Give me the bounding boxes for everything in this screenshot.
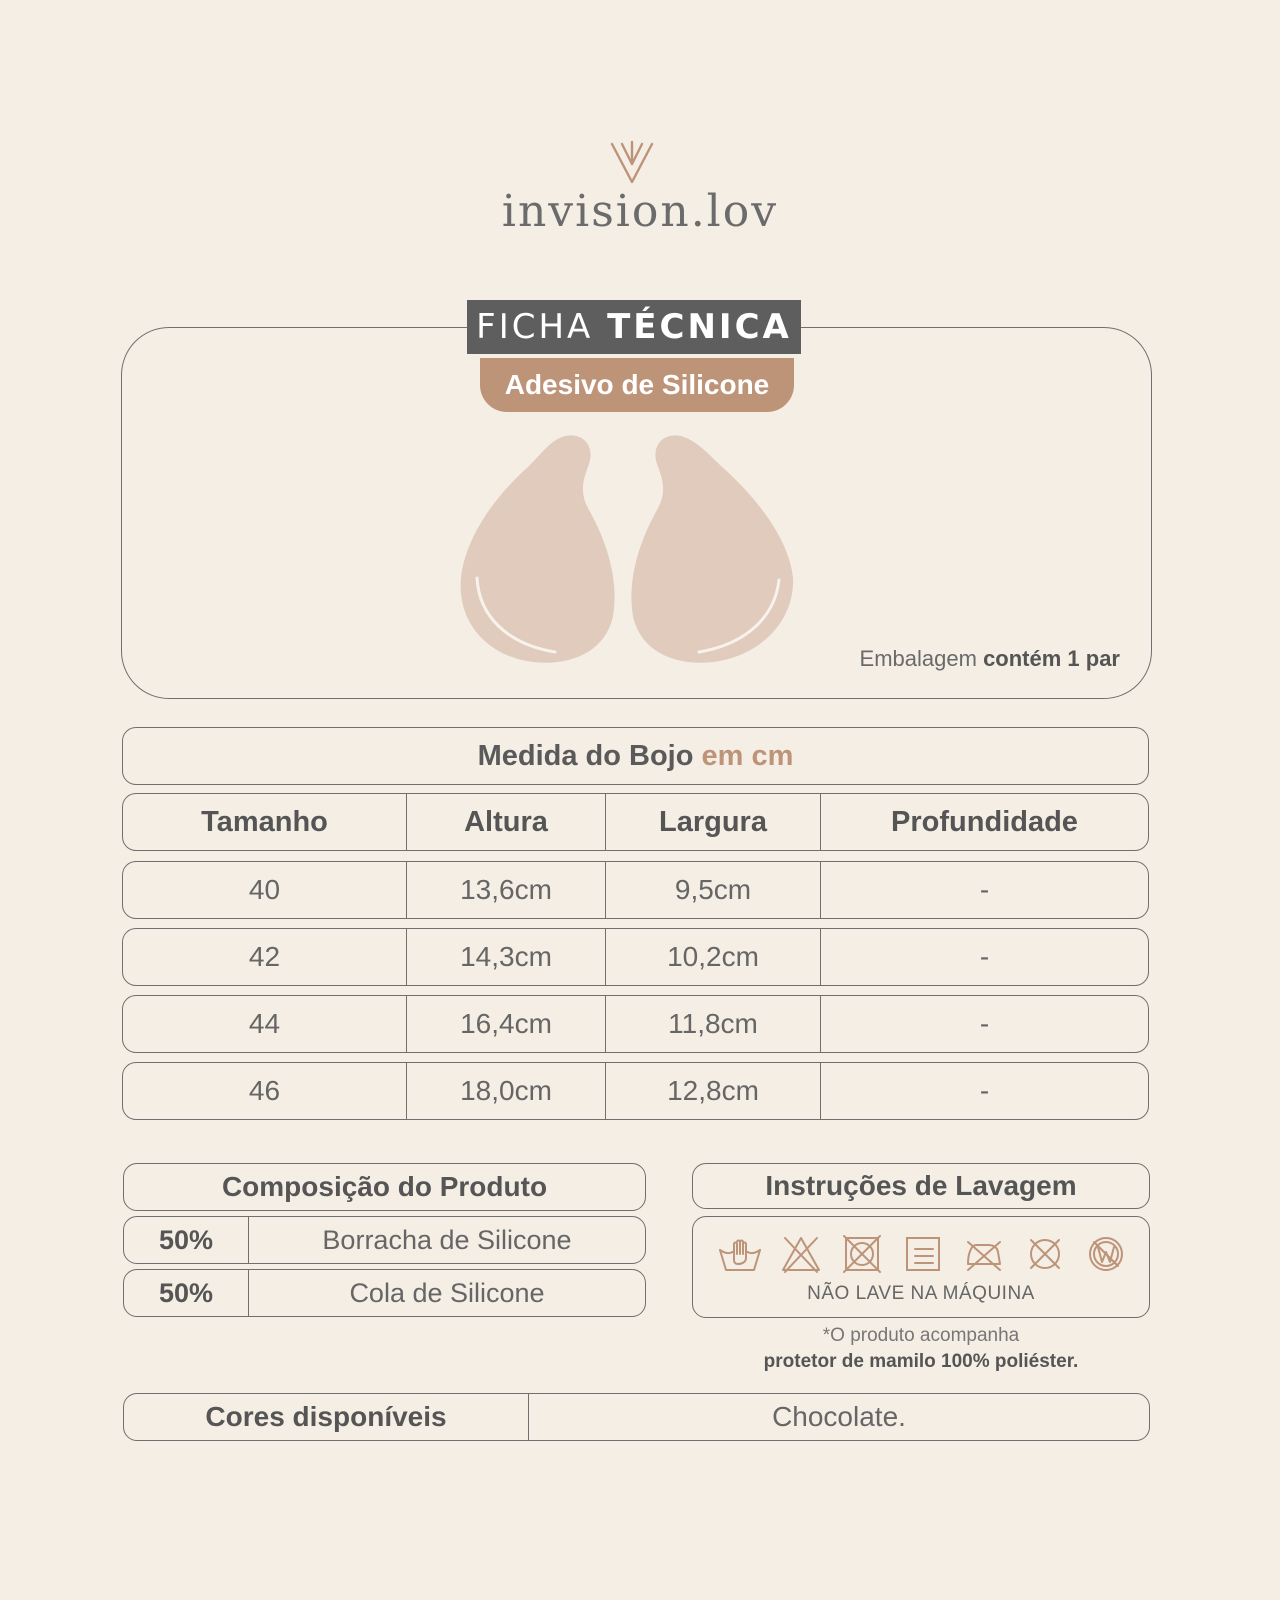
colors-label: Cores disponíveis (124, 1394, 529, 1440)
tecnica-label: TÉCNICA (607, 307, 792, 347)
cell-altura: 14,3cm (407, 929, 606, 985)
silicone-adhesive-illustration (455, 430, 815, 670)
washing-title: Instruções de Lavagem (692, 1163, 1150, 1209)
footnote-line-2: protetor de mamilo 100% poliéster. (763, 1351, 1079, 1372)
size-table-title (122, 727, 1149, 785)
footnote-line-1: *O produto acompanha (822, 1325, 1020, 1346)
cell-tamanho: 46 (123, 1063, 407, 1119)
cell-profundidade: - (979, 1008, 990, 1039)
brand-logo-icon (610, 138, 654, 186)
composition-item (123, 1269, 646, 1317)
composition-material: Borracha de Silicone (322, 1224, 572, 1255)
washing-instruction-text: NÃO LAVE NA MÁQUINA (807, 1283, 1035, 1304)
composition-title: Composição do Produto (123, 1163, 646, 1211)
line-dry-icon (901, 1232, 945, 1276)
size-title-unit: em cm (701, 740, 794, 772)
cell-largura: 12,8cm (606, 1063, 821, 1119)
composition-percent: 50% (124, 1217, 249, 1263)
ficha-label: FICHA (476, 307, 594, 347)
cell-largura: 10,2cm (606, 929, 821, 985)
ficha-tecnica-banner (467, 300, 801, 354)
colors-available-row (123, 1393, 1150, 1441)
table-row (122, 995, 1149, 1053)
size-title-text: Medida do Bojo (477, 740, 694, 772)
composition-item (123, 1216, 646, 1264)
composition-percent: 50% (124, 1270, 249, 1316)
colors-value: Chocolate. (772, 1401, 906, 1432)
cell-altura: 16,4cm (407, 996, 606, 1052)
table-row (122, 928, 1149, 986)
package-prefix: Embalagem (859, 646, 977, 671)
cell-altura: 13,6cm (407, 862, 606, 918)
no-wet-clean-icon (1084, 1232, 1128, 1276)
header-altura: Altura (407, 794, 606, 850)
table-row (122, 861, 1149, 919)
washing-icons (718, 1232, 1128, 1276)
cell-tamanho: 40 (123, 862, 407, 918)
left-petal (461, 435, 615, 662)
cell-tamanho: 44 (123, 996, 407, 1052)
no-dry-clean-icon (1023, 1232, 1067, 1276)
package-count: contém 1 par (983, 646, 1120, 671)
table-row (122, 1062, 1149, 1120)
cell-largura: 9,5cm (606, 862, 821, 918)
no-bleach-icon (779, 1232, 823, 1276)
cell-tamanho: 42 (123, 929, 407, 985)
product-name-pill: Adesivo de Silicone (480, 358, 794, 412)
no-tumble-dry-icon (840, 1232, 884, 1276)
cell-profundidade: - (979, 941, 990, 972)
no-iron-icon (962, 1232, 1006, 1276)
header-largura: Largura (606, 794, 821, 850)
size-table-header (122, 793, 1149, 851)
right-petal (631, 435, 793, 662)
brand-name: invision.lov (501, 186, 779, 237)
cell-profundidade: - (979, 874, 990, 905)
header-profundidade: Profundidade (891, 805, 1078, 838)
package-note (760, 646, 1120, 672)
cell-largura: 11,8cm (606, 996, 821, 1052)
cell-altura: 18,0cm (407, 1063, 606, 1119)
header-tamanho: Tamanho (123, 794, 407, 850)
cell-profundidade: - (979, 1075, 990, 1106)
composition-material: Cola de Silicone (349, 1277, 545, 1308)
hand-wash-icon (718, 1232, 762, 1276)
